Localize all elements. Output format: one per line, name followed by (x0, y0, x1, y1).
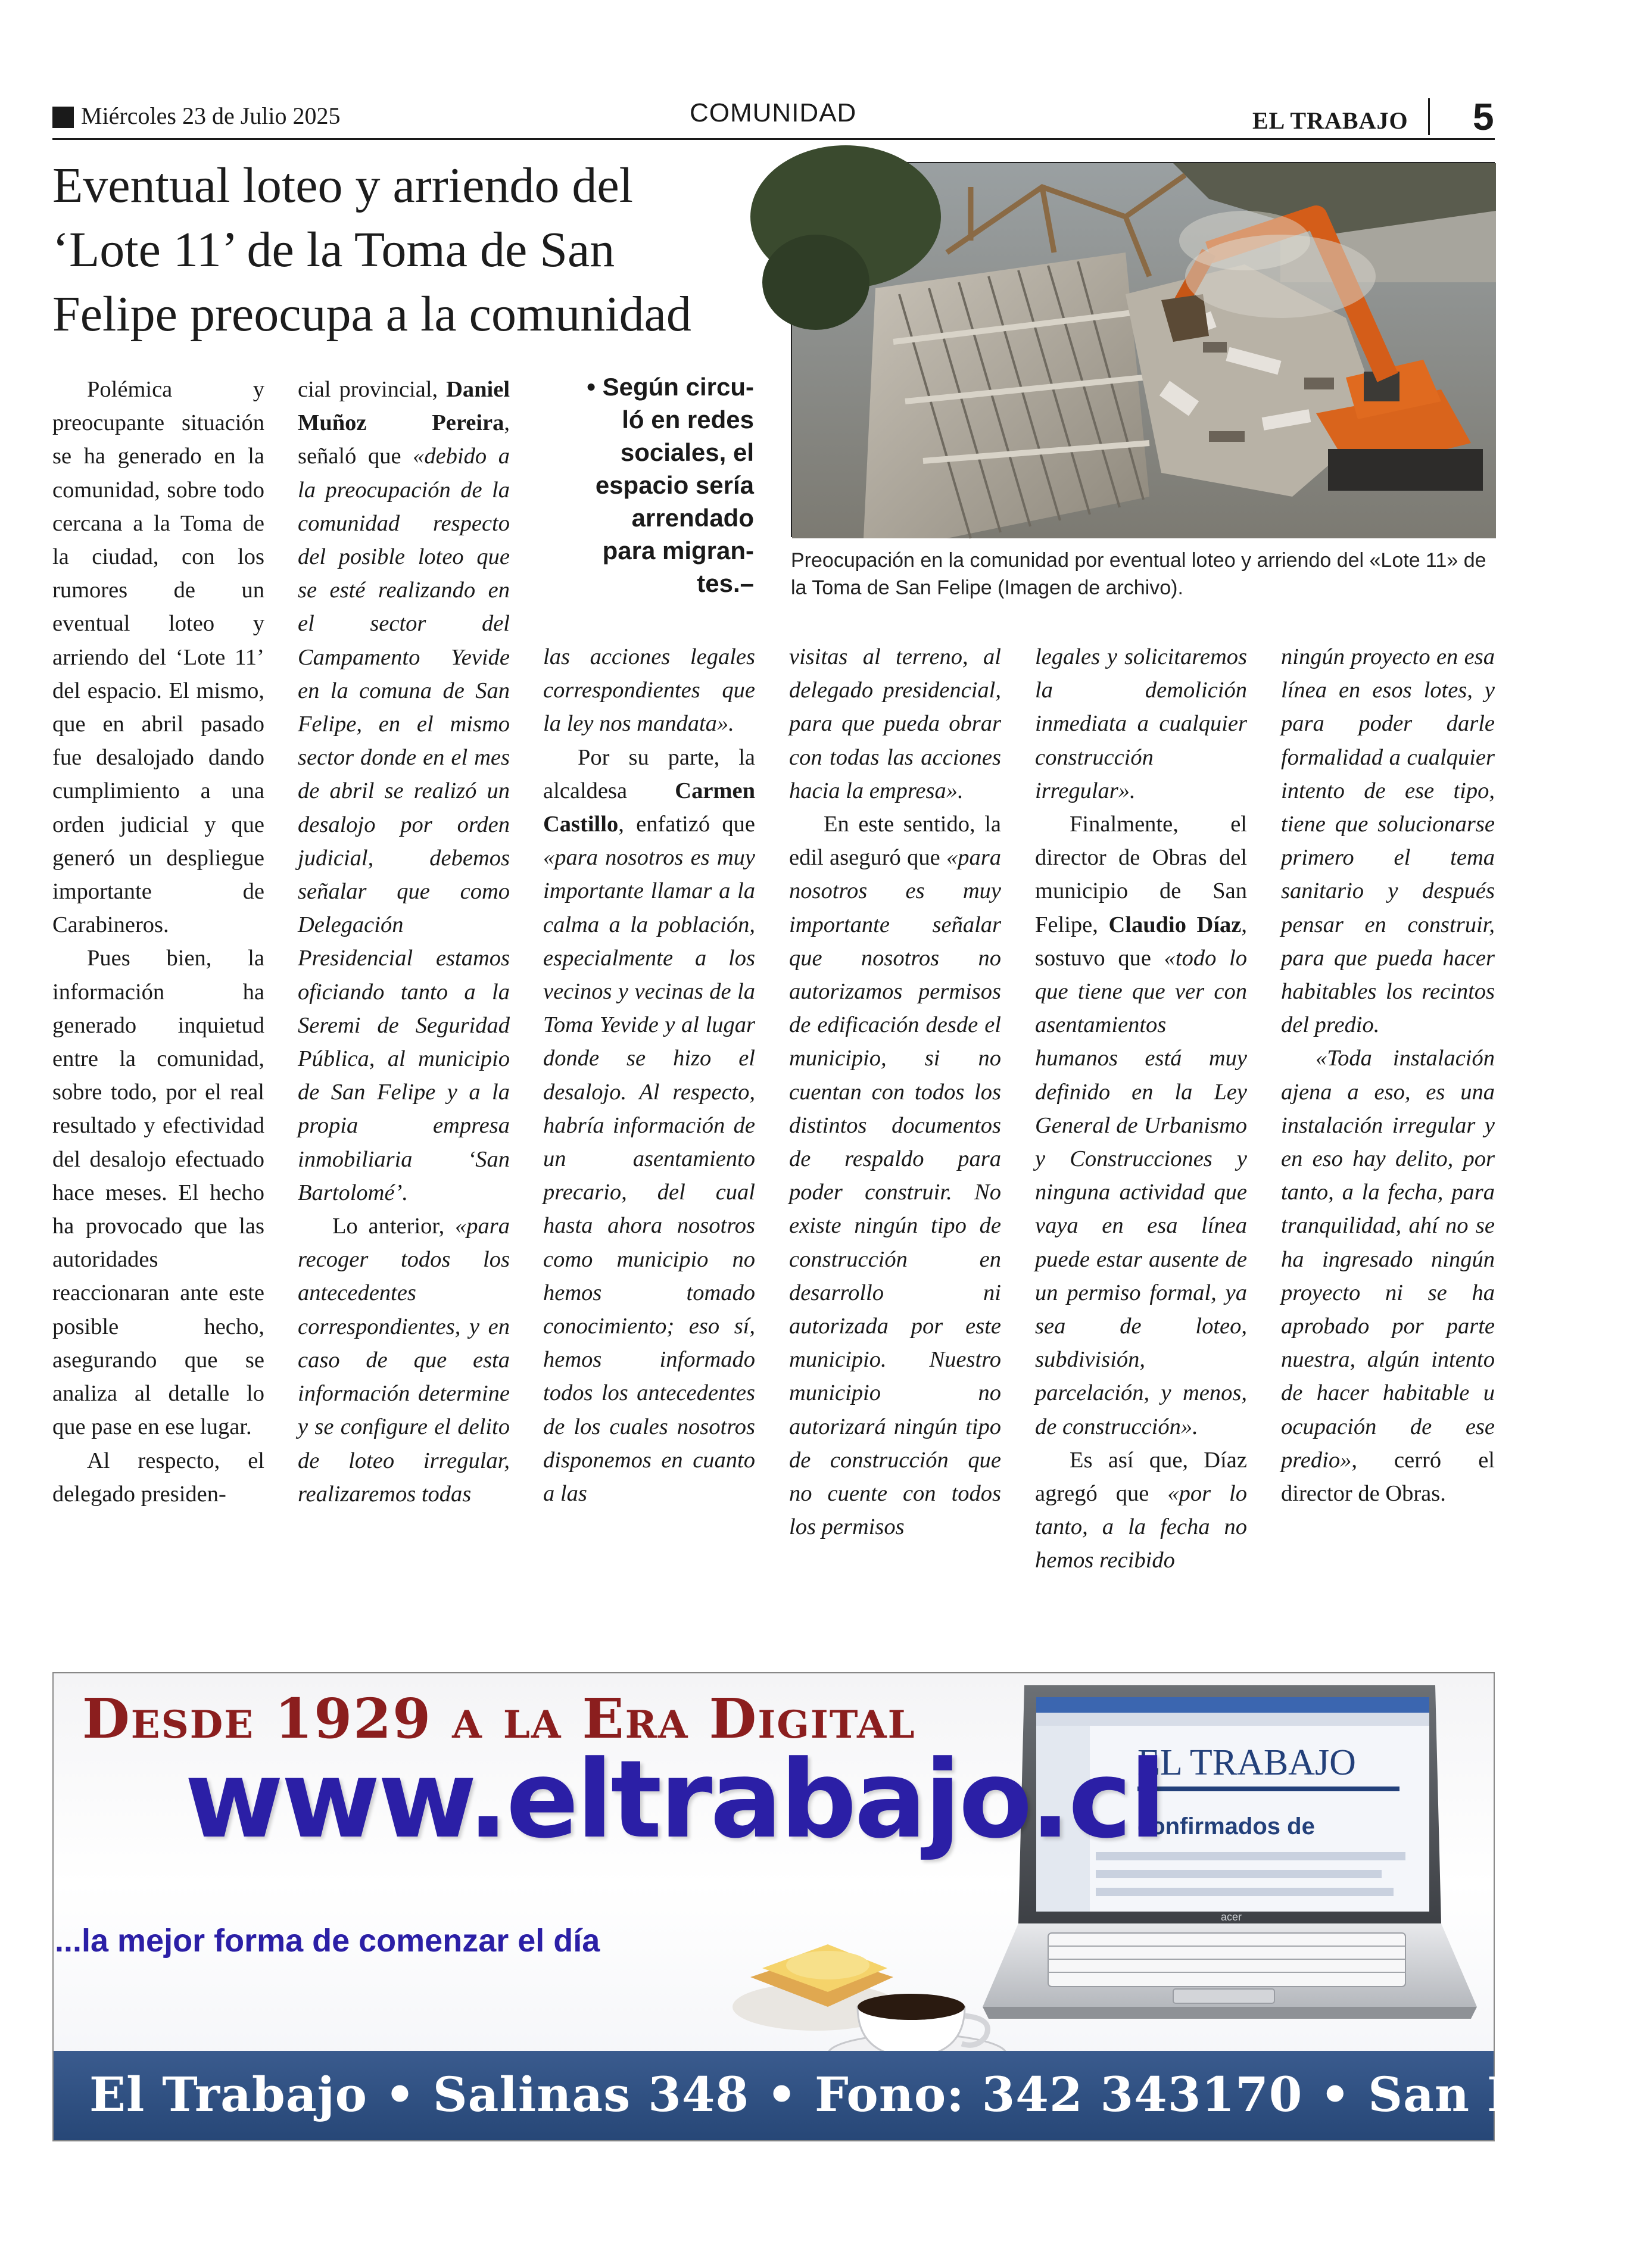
body-column-1 (52, 373, 264, 1511)
header-rule (52, 138, 1495, 140)
paragraph (1035, 1443, 1247, 1577)
body-column-5 (1035, 640, 1247, 1577)
pull-quote (548, 370, 754, 600)
quote: «para nosotros es muy importante señalar que nosotros no autorizamos permisos de edificación desde el municipio, si no cuentan con todos los distintos documentos de respaldo para poder construir. No existe ningún tipo de construcción en desarrollo ni autorizada por este municipio. Nuestro municipio no autorizará ningún tipo de construcción que no cuente con todos los permisos (789, 845, 1001, 1540)
quote: «para recoger todos los antecedentes correspondientes, y en caso de que esta información determine y se configure el delito de loteo irregular, realizaremos todas (298, 1214, 510, 1507)
person-name: Claudio Díaz (1108, 912, 1242, 937)
headline-line: Eventual loteo y arriendo del (52, 158, 633, 213)
article-headline (52, 154, 785, 347)
quote: «todo lo que tiene que ver con asentamientos humanos está muy definido en la Ley General de Urbanismo y Construcciones y ninguna actividad que vaya en esa línea puede estar ausente de un permiso formal, ya sea de loteo, subdivisión, parcelación, y menos, de construcción». (1035, 945, 1247, 1439)
ad-slogan: ...la mejor forma de comenzar el día (55, 1923, 600, 1959)
issue-date: Miércoles 23 de Julio 2025 (81, 102, 341, 129)
text-run: , cerró el director de Obras. (1281, 1447, 1495, 1507)
text-run: , enfatizó que (618, 812, 755, 837)
pull-quote-line: para migran- (602, 537, 754, 565)
text-run: cial provincial, (298, 377, 438, 402)
contact-info: El Trabajo • Salinas 348 • Fono: 342 343170 • San Felipe (89, 2066, 1652, 2122)
paragraph (543, 741, 755, 1511)
quote: las acciones legales correspondientes que la ley nos mandata». (543, 644, 755, 737)
photo-caption: Preocupación en la comunidad por eventual loteo y arriendo del «Lote 11» de la Toma de San Felipe (Imagen de archivo). (791, 549, 1486, 599)
excavator-demolition-photo (791, 162, 1495, 537)
headline-line: ‘Lote 11’ de la Toma de San (52, 222, 615, 278)
body-column-2 (298, 373, 510, 1511)
paragraph (298, 1209, 510, 1511)
quote: «debido a la preocupación de la comunidad respecto del posible loteo que se esté realizando en el sector del Campamento Yevide en la comuna de San Felipe, en el mismo sector donde en el mes de abril se realizó un desalojo por orden judicial, debemos señalar que como Delegación Presidencial estamos oficiando tanto a la Seremi de Seguridad Pública, al municipio de San Felipe y a la propia empresa inmobiliaria ‘San Bartolomé’. (298, 444, 510, 1205)
coffee-and-toast-illustration (727, 1888, 1012, 2078)
quote: visitas al terreno, al delegado presidencial, para que pueda obrar con todas las acciones hacia la empresa». (789, 644, 1001, 803)
paragraph (1281, 1042, 1495, 1510)
eltrabajo-advertisement[interactable] (52, 1672, 1652, 2141)
quote: «Toda instalación ajena a eso, es una instalación irregular y en eso hay delito, por tanto, a la fecha, para tranquilidad, ahí no se ha ingresado ningún proyecto ni se ha aprobado por parte nuestra, algún intento de hacer habitable u ocupación de ese predio» (1281, 1046, 1495, 1473)
black-square-icon (52, 107, 74, 128)
header-separator (1428, 98, 1430, 135)
text-run: , señaló que (298, 410, 510, 469)
website-link[interactable]: www.eltrabajo.cl (185, 1738, 1164, 1862)
quote: «por lo tanto, a la fecha no hemos recibido (1035, 1481, 1247, 1573)
person-name: Daniel Muñoz Pereira (298, 377, 510, 436)
pull-quote-line: • Según circu- (587, 373, 754, 401)
paragraph: Al respecto, el delegado presiden- (52, 1448, 264, 1507)
quote: ningún proyecto en esa línea en esos lotes, y para poder darle formalidad a cualquier intento de ese tipo, tiene que solucionarse primero el tema sanitario y después pensar en construir, para que pueda hacer habitables los recintos del predio. (1281, 644, 1495, 1038)
laptop-illustration (959, 1673, 1483, 2054)
quote: «para nosotros es muy importante llamar a la calma a la población, especialmente a los vecinos y vecinas de la Toma Yevide y al lugar donde se hizo el desalojo. Al respecto, habría información de un asentamiento precario, del cual hasta ahora nosotros como municipio no hemos tomado conocimiento; eso sí, hemos informado todos los antecedentes de los cuales nosotros disponemos en cuanto a las (543, 845, 755, 1507)
laptop-screen-headline: confirmados de (1137, 1813, 1315, 1840)
quote: legales y solicitaremos la demolición inmediata a cualquier construcción irregular». (1035, 644, 1247, 803)
text-run: Lo anterior, (332, 1214, 445, 1239)
paragraph: Polémica y preocupante situación se ha generado en la comunidad, sobre todo cercana a la Toma de la ciudad, con los rumores de un eventual loteo y arriendo del ‘Lote 11’ del espacio. El mismo, que en abril pasado fue desalojado dando cumplimiento a una orden judicial y que generó un despliegue importante de Carabineros. (52, 377, 264, 938)
body-column-3 (543, 640, 755, 1510)
paragraph (1035, 808, 1247, 1443)
laptop-screen-title: EL TRABAJO (1137, 1742, 1356, 1783)
pull-quote-line: arrendado (631, 504, 754, 532)
page-number: 5 (1473, 95, 1494, 138)
contact-bar (54, 2051, 1652, 2140)
pull-quote-line: espacio sería (595, 471, 754, 499)
pull-quote-line: sociales, el (620, 438, 754, 466)
paragraph (789, 808, 1001, 1544)
text-run: En este sentido, la edil aseguró que (789, 812, 1001, 871)
text-run: Por su parte, la alcaldesa (543, 744, 755, 803)
body-column-4 (789, 640, 1001, 1544)
pull-quote-line: tes.– (697, 569, 754, 597)
newspaper-name: EL TRABAJO (1252, 107, 1408, 134)
pull-quote-line: ló en redes (622, 406, 754, 434)
text-run: Es así que, Díaz agregó que (1035, 1447, 1247, 1507)
laptop-brand: acer (1221, 1911, 1242, 1923)
ad-tagline: Desde 1929 a la Era Digital (82, 1686, 916, 1751)
page-header (52, 95, 1495, 140)
text-run: Finalmente, el director de Obras del municipio de San Felipe, (1035, 812, 1247, 937)
paragraph: Pues bien, la información ha generado inquietud entre la comunidad, sobre todo, por el real resultado y efectividad del desalojo efectuado hace meses. El hecho ha provocado que las autoridades reaccionaran ante este posible hecho, asegurando que se analiza al detalle lo que pase en ese lugar. (52, 946, 264, 1440)
text-run: , sostuvo que (1035, 912, 1247, 971)
section-name: COMUNIDAD (690, 98, 857, 127)
person-name: Carmen Castillo (543, 778, 755, 837)
headline-line: Felipe preocupa a la comunidad (52, 286, 691, 342)
paragraph (298, 373, 510, 1209)
body-column-6 (1281, 640, 1495, 1510)
